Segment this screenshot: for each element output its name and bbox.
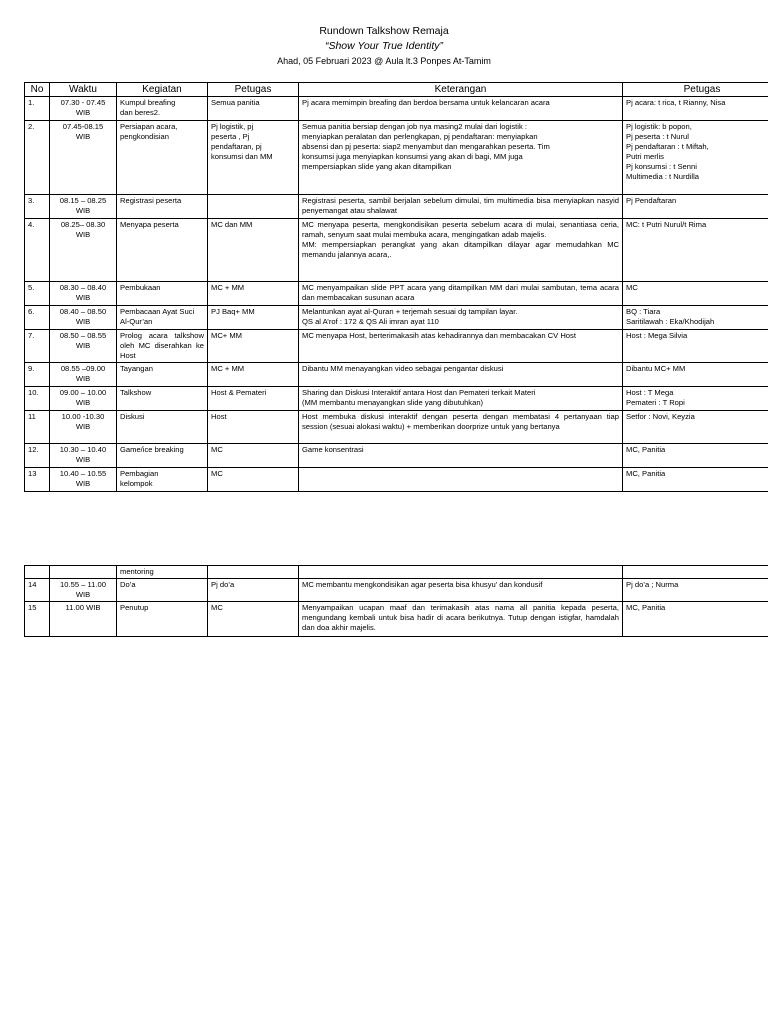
cell-waktu: 07.45-08.15 WIB [50, 121, 117, 195]
cell-kegiatan: Registrasi peserta [117, 195, 208, 219]
table-row [25, 387, 768, 411]
cell-waktu: 10.55 – 11.00 WIB [50, 579, 117, 602]
document-header [0, 24, 768, 69]
cell-petugas: MC+ MM [208, 330, 299, 363]
cell-no: 3. [25, 195, 50, 219]
cell-waktu: 08.50 – 08.55 WIB [50, 330, 117, 363]
cell-petugas-2: Host : Mega Silvia [623, 330, 768, 363]
cell-no: 10. [25, 387, 50, 411]
cell-waktu: 08.40 – 08.50 WIB [50, 306, 117, 330]
table-row [25, 282, 768, 306]
cell-petugas-2: BQ : Tiara Saritilawah : Eka/Khodijah [623, 306, 768, 330]
cell-no: 6. [25, 306, 50, 330]
cell-kegiatan: Do’a [117, 579, 208, 602]
cell-kegiatan: Pembukaan [117, 282, 208, 306]
cell-kegiatan: Tayangan [117, 363, 208, 387]
column-header-no: No [25, 83, 50, 97]
cell-keterangan: MC menyampaikan slide PPT acara yang ditampilkan MM dari mulai sambutan, tema acara dan membacakan susunan acara [299, 282, 623, 306]
cell-petugas: Pj do’a [208, 579, 299, 602]
cell-no: 12. [25, 444, 50, 468]
cell-waktu: 10.30 – 10.40 WIB [50, 444, 117, 468]
cell-kegiatan: Penutup [117, 602, 208, 637]
cell-waktu: 07.30 - 07.45 WIB [50, 97, 117, 121]
cell-petugas: MC + MM [208, 282, 299, 306]
cell-kegiatan: Pembacaan Ayat Suci Al-Qur’an [117, 306, 208, 330]
cell-no: 4. [25, 219, 50, 282]
cell-no: 14 [25, 579, 50, 602]
column-header-waktu: Waktu [50, 83, 117, 97]
cell-no: 5. [25, 282, 50, 306]
cell-kegiatan: Menyapa peserta [117, 219, 208, 282]
cell-waktu: 09.00 – 10.00 WIB [50, 387, 117, 411]
cell-no [25, 566, 50, 579]
table-row [25, 219, 768, 282]
cell-petugas-2: Pj acara: t rica, t Rianny, Nisa [623, 97, 768, 121]
table-row [25, 579, 768, 602]
cell-petugas: Semua panitia [208, 97, 299, 121]
table-row [25, 195, 768, 219]
cell-petugas-2: Pj do’a ; Nurma [623, 579, 768, 602]
column-header-petugas: Petugas [208, 83, 299, 97]
cell-keterangan: MC membantu mengkondisikan agar peserta bisa khusyu’ dan kondusif [299, 579, 623, 602]
table-row [25, 306, 768, 330]
cell-petugas-2: Pj logistik: b popon, Pj peserta : t Nurul Pj pendaftaran : t Miftah, Putri merlis Pj konsumsi : t Senni Multimedia : t Nurdilla [623, 121, 768, 195]
cell-petugas-2 [623, 566, 768, 579]
cell-keterangan: Dibantu MM menayangkan video sebagai pengantar diskusi [299, 363, 623, 387]
cell-kegiatan: Kumpul breafing dan beres2. [117, 97, 208, 121]
cell-petugas: Host & Pemateri [208, 387, 299, 411]
cell-no: 9. [25, 363, 50, 387]
cell-petugas [208, 195, 299, 219]
cell-keterangan: Melantunkan ayat al-Quran + terjemah sesuai dg tampilan layar. QS al A’rof : 172 & QS Ali imran ayat 110 [299, 306, 623, 330]
table-row [25, 97, 768, 121]
cell-keterangan: Host membuka diskusi interaktif dengan peserta dengan membatasi 4 pertanyaan tiap session (sesuai alokasi waktu) + memberikan doorprize untuk yang bertanya [299, 411, 623, 444]
cell-petugas: MC [208, 444, 299, 468]
cell-kegiatan: Prolog acara talkshow oleh MC diserahkan ke Host [117, 330, 208, 363]
cell-keterangan: MC menyapa Host, berterimakasih atas kehadirannya dan membacakan CV Host [299, 330, 623, 363]
cell-petugas: Pj logistik, pj peserta , Pj pendaftaran, pj konsumsi dan MM [208, 121, 299, 195]
cell-keterangan: MC menyapa peserta, mengkondisikan peserta sebelum acara di mulai, senantiasa ceria, ramah, senyum saat mulai membuka acara, mengingatkan adab majelis. MM: mempersiapkan perangkat yang akan ditampilkan dilayar agar memudahkan MC memandu jalannya acara,. [299, 219, 623, 282]
table-row [25, 330, 768, 363]
cell-petugas-2: MC: t Putri Nurul/t Rima [623, 219, 768, 282]
cell-no: 11 [25, 411, 50, 444]
cell-keterangan: Semua panitia bersiap dengan job nya masing2 mulai dari logistik : menyiapkan peralatan dan perlengkapan, pj pendaftaran: menyiapkan absensi dan pj peserta: siap2 menyambut dan mengarahkan peserta. Tim konsumsi juga menyiapkan konsumsi yang akan di bagi, MM juga mempersiapkan slide yang akan ditampilkan [299, 121, 623, 195]
cell-petugas-2: Setfor : Novi, Keyzia [623, 411, 768, 444]
cell-keterangan: Menyampaikan ucapan maaf dan terimakasih atas nama all panitia kepada peserta, mengundang kembali untuk bisa hadir di acara berikutnya. Tutup dengan istigfar, hamdalah dan doa akhir majelis. [299, 602, 623, 637]
cell-kegiatan: Diskusi [117, 411, 208, 444]
table-row [25, 363, 768, 387]
cell-petugas-2: MC, Panitia [623, 444, 768, 468]
cell-petugas-2: Host : T Mega Pemateri : T Ropi [623, 387, 768, 411]
cell-keterangan [299, 566, 623, 579]
rundown-table [24, 82, 768, 492]
cell-no: 13 [25, 468, 50, 492]
cell-kegiatan: Persiapan acara, pengkondisian [117, 121, 208, 195]
cell-petugas [208, 566, 299, 579]
cell-petugas-2: MC, Panitia [623, 602, 768, 637]
table-row [25, 444, 768, 468]
cell-waktu: 08.30 – 08.40 WIB [50, 282, 117, 306]
cell-petugas-2: MC, Panitia [623, 468, 768, 492]
table-row [25, 121, 768, 195]
cell-keterangan: Registrasi peserta, sambil berjalan sebelum dimulai, tim multimedia bisa menyiapkan nasyid penyemangat atau shalawat [299, 195, 623, 219]
table-row [25, 468, 768, 492]
cell-petugas: MC + MM [208, 363, 299, 387]
document-subtitle: “Show Your True Identity” [324, 40, 444, 52]
column-header-petugas-2: Petugas [623, 83, 768, 97]
table-row [25, 566, 768, 579]
cell-petugas: Host [208, 411, 299, 444]
cell-waktu [50, 566, 117, 579]
cell-waktu: 10.40 – 10.55 WIB [50, 468, 117, 492]
column-header-kegiatan: Kegiatan [117, 83, 208, 97]
cell-kegiatan: Game/ice breaking [117, 444, 208, 468]
cell-petugas: MC [208, 602, 299, 637]
document-title: Rundown Talkshow Remaja [319, 25, 449, 37]
cell-kegiatan: Pembagian kelompok [117, 468, 208, 492]
cell-no: 1. [25, 97, 50, 121]
column-header-keterangan: Keterangan [299, 83, 623, 97]
cell-petugas-2: MC [623, 282, 768, 306]
cell-no: 2. [25, 121, 50, 195]
cell-waktu: 11.00 WIB [50, 602, 117, 637]
cell-waktu: 08.15 – 08.25 WIB [50, 195, 117, 219]
document-date-place: Ahad, 05 Februari 2023 @ Aula lt.3 Ponpes At-Tamim [277, 56, 491, 66]
cell-kegiatan: mentoring [117, 566, 208, 579]
cell-waktu: 08.25– 08.30 WIB [50, 219, 117, 282]
cell-petugas-2: Dibantu MC+ MM [623, 363, 768, 387]
cell-petugas: MC dan MM [208, 219, 299, 282]
cell-keterangan: Game konsentrasi [299, 444, 623, 468]
cell-keterangan [299, 468, 623, 492]
cell-no: 15 [25, 602, 50, 637]
table-header-row [25, 83, 768, 97]
cell-waktu: 08.55 –09.00 WIB [50, 363, 117, 387]
cell-keterangan: Sharing dan Diskusi Interaktif antara Host dan Pemateri terkait Materi (MM membantu menayangkan slide yang dibutuhkan) [299, 387, 623, 411]
cell-petugas: MC [208, 468, 299, 492]
table-row [25, 411, 768, 444]
rundown-table-continued [24, 565, 768, 637]
cell-petugas-2: Pj Pendaftaran [623, 195, 768, 219]
table-row [25, 602, 768, 637]
cell-waktu: 10.00 -10.30 WIB [50, 411, 117, 444]
cell-kegiatan: Talkshow [117, 387, 208, 411]
cell-petugas: PJ Baq+ MM [208, 306, 299, 330]
cell-keterangan: Pj acara memimpin breafing dan berdoa bersama untuk kelancaran acara [299, 97, 623, 121]
cell-no: 7. [25, 330, 50, 363]
